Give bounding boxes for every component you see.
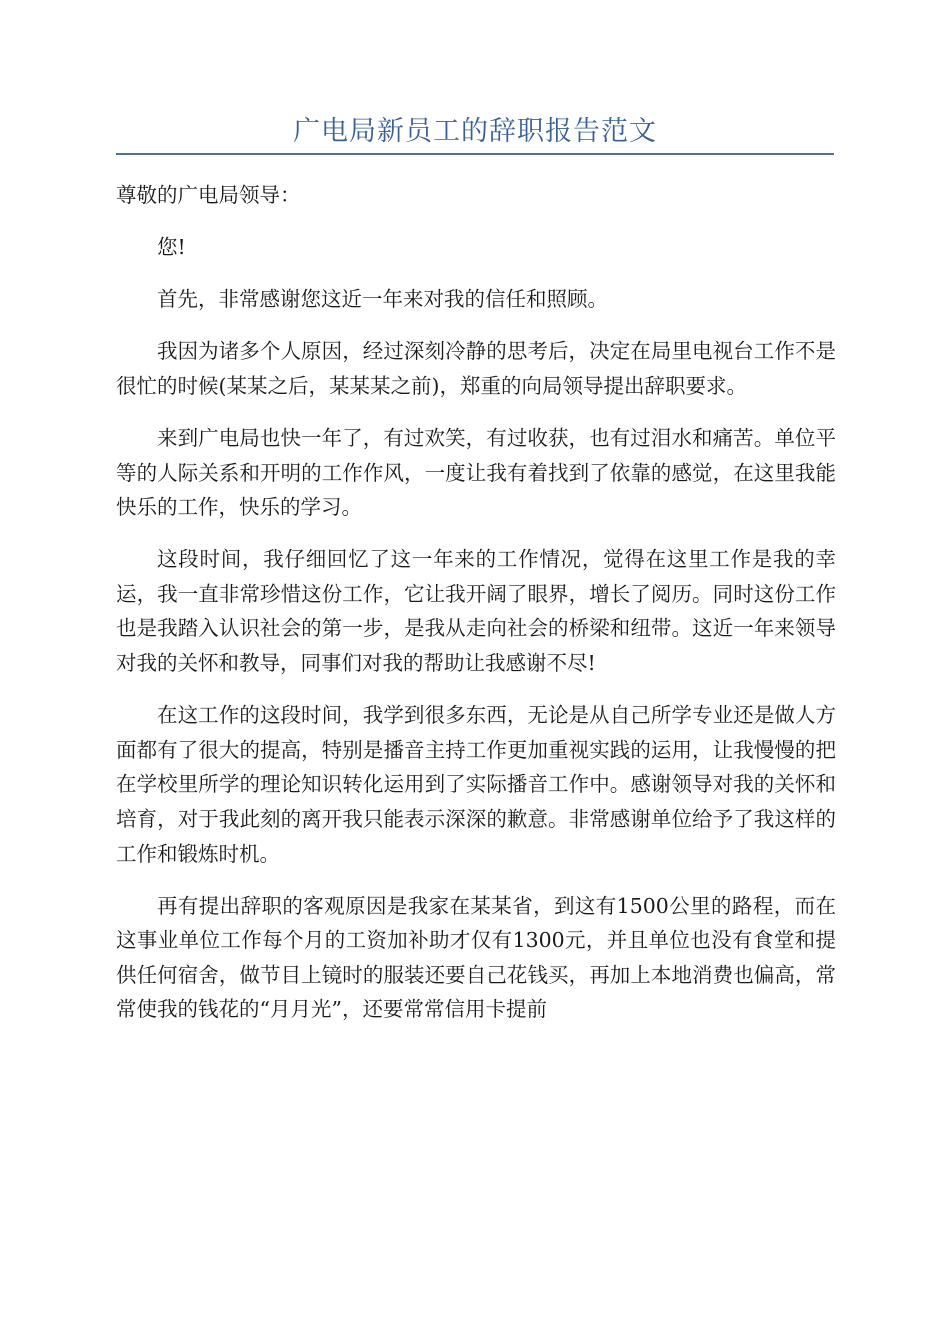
title-underline bbox=[116, 153, 834, 155]
document-body bbox=[116, 178, 836, 1044]
paragraph-learning: 在这工作的这段时间，我学到很多东西，无论是从自己所学专业还是做人方面都有了很大的提高，特别是播音主持工作更加重视实践的运用，让我慢慢的把在学校里所学的理论知识转化运用到了实际播音工作中。感谢领导对我的关怀和培育，对于我此刻的离开我只能表示深深的歉意。非常感谢单位给予了我这样的工作和锻炼时机。 bbox=[116, 703, 836, 866]
salutation: 尊敬的广电局领导： bbox=[116, 183, 301, 207]
paragraph-experience: 来到广电局也快一年了，有过欢笑，有过收获，也有过泪水和痛苦。单位平等的人际关系和开明的工作作风，一度让我有着找到了依靠的感觉，在这里我能快乐的工作，快乐的学习。 bbox=[116, 425, 836, 520]
paragraph-objective-reasons: 再有提出辞职的客观原因是我家在某某省，到这有1500公里的路程，而在这事业单位工作每个月的工资加补助才仅有1300元，并且单位也没有食堂和提供任何宿舍，做节目上镜时的服装还要自己花钱买，再加上本地消费也偏高，常常使我的钱花的“月月光”，还要常常信用卡提前 bbox=[116, 893, 836, 1022]
paragraph-thanks: 首先，非常感谢您这近一年来对我的信任和照顾。 bbox=[157, 287, 608, 312]
paragraph-resignation-request: 我因为诸多个人原因，经过深刻冷静的思考后，决定在局里电视台工作不是很忙的时候(某某之后，某某某之前)，郑重的向局领导提出辞职要求。 bbox=[116, 339, 836, 398]
paragraph-reflection: 这段时间，我仔细回忆了这一年来的工作情况，觉得在这里工作是我的幸运，我一直非常珍惜这份工作，它让我开阔了眼界，增长了阅历。同时这份工作也是我踏入认识社会的第一步，是我从走向社会的桥梁和纽带。这近一年来领导对我的关怀和教导，同事们对我的帮助让我感谢不尽! bbox=[116, 547, 836, 676]
document-title: 广电局新员工的辞职报告范文 bbox=[293, 116, 657, 147]
greeting: 您! bbox=[157, 235, 186, 260]
